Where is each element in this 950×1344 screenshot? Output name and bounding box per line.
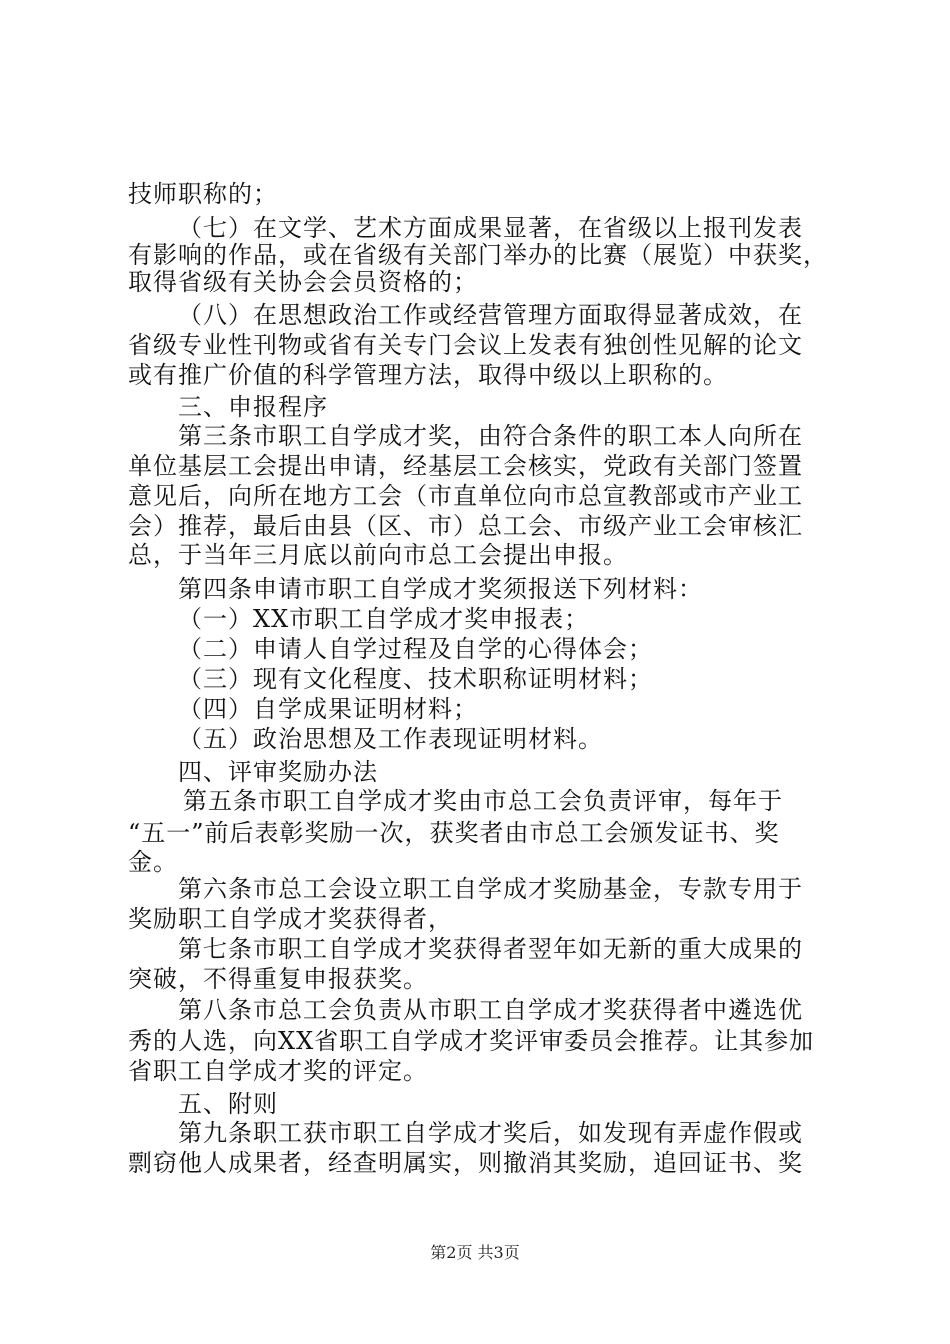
text-line: 会）推荐，最后由县（区、市）总工会、市级产业工会审核汇 (128, 512, 803, 540)
text-line: 技师职称的； (128, 180, 278, 208)
text-line: 有影响的作品，或在省级有关部门举办的比赛（展览）中获奖， (128, 241, 828, 269)
text-line: 第四条申请市职工自学成才奖须报送下列材料： (178, 575, 703, 603)
text-line: 省级专业性刊物或省有关专门会议上发表有独创性见解的论文 (128, 331, 803, 359)
text-line: 金。 (128, 848, 178, 876)
text-line: 奖励职工自学成才奖获得者， (128, 905, 453, 933)
text-line: （八）在思想政治工作或经营管理方面取得显著成效，在 (178, 301, 803, 329)
section-heading: 三、申报程序 (178, 393, 328, 421)
list-item: （一）XX市职工自学成才奖申报表； (178, 605, 590, 633)
section-heading: 五、附则 (178, 1090, 278, 1118)
section-heading: 四、评审奖励办法 (178, 758, 378, 786)
page-number-footer: 第2页 共3页 (430, 1243, 520, 1262)
text-line: 秀的人选，向XX省职工自学成才奖评审委员会推荐。让其参加 (128, 1027, 815, 1055)
text-line: 剽窃他人成果者，经查明属实，则撤消其奖励，追回证书、奖 (128, 1149, 803, 1177)
text-line: 省职工自学成才奖的评定。 (128, 1057, 428, 1085)
list-item: （二）申请人自学过程及自学的心得体会； (178, 635, 653, 663)
text-line: 第五条市职工自学成才奖由市总工会负责评审，每年于 (183, 787, 783, 815)
text-line: 第六条市总工会设立职工自学成才奖励基金，专款专用于 (178, 875, 803, 903)
text-line: 总，于当年三月底以前向市总工会提出申报。 (128, 541, 628, 569)
text-line: 或有推广价值的科学管理方法，取得中级以上职称的。 (128, 361, 728, 389)
text-line: “五一”前后表彰奖励一次，获奖者由市总工会颁发证书、奖 (128, 819, 780, 847)
list-item: （四）自学成果证明材料； (178, 695, 478, 723)
list-item: （三）现有文化程度、技术职称证明材料； (178, 665, 653, 693)
text-line: 意见后，向所在地方工会（市直单位向市总宣教部或市产业工 (128, 482, 803, 510)
text-line: 取得省级有关协会会员资格的； (128, 268, 478, 296)
text-line: （七）在文学、艺术方面成果显著，在省级以上报刊发表 (178, 214, 803, 242)
list-item: （五）政治思想及工作表现证明材料。 (178, 725, 603, 753)
text-line: 第七条市职工自学成才奖获得者翌年如无新的重大成果的 (178, 935, 803, 963)
text-line: 突破，不得重复申报获奖。 (128, 965, 428, 993)
text-line: 第三条市职工自学成才奖，由符合条件的职工本人向所在 (178, 422, 803, 450)
text-line: 单位基层工会提出申请，经基层工会核实，党政有关部门签置 (128, 452, 803, 480)
text-line: 第八条市总工会负责从市职工自学成才奖获得者中遴选优 (178, 996, 803, 1024)
text-line: 第九条职工获市职工自学成才奖后，如发现有弄虚作假或 (178, 1119, 803, 1147)
